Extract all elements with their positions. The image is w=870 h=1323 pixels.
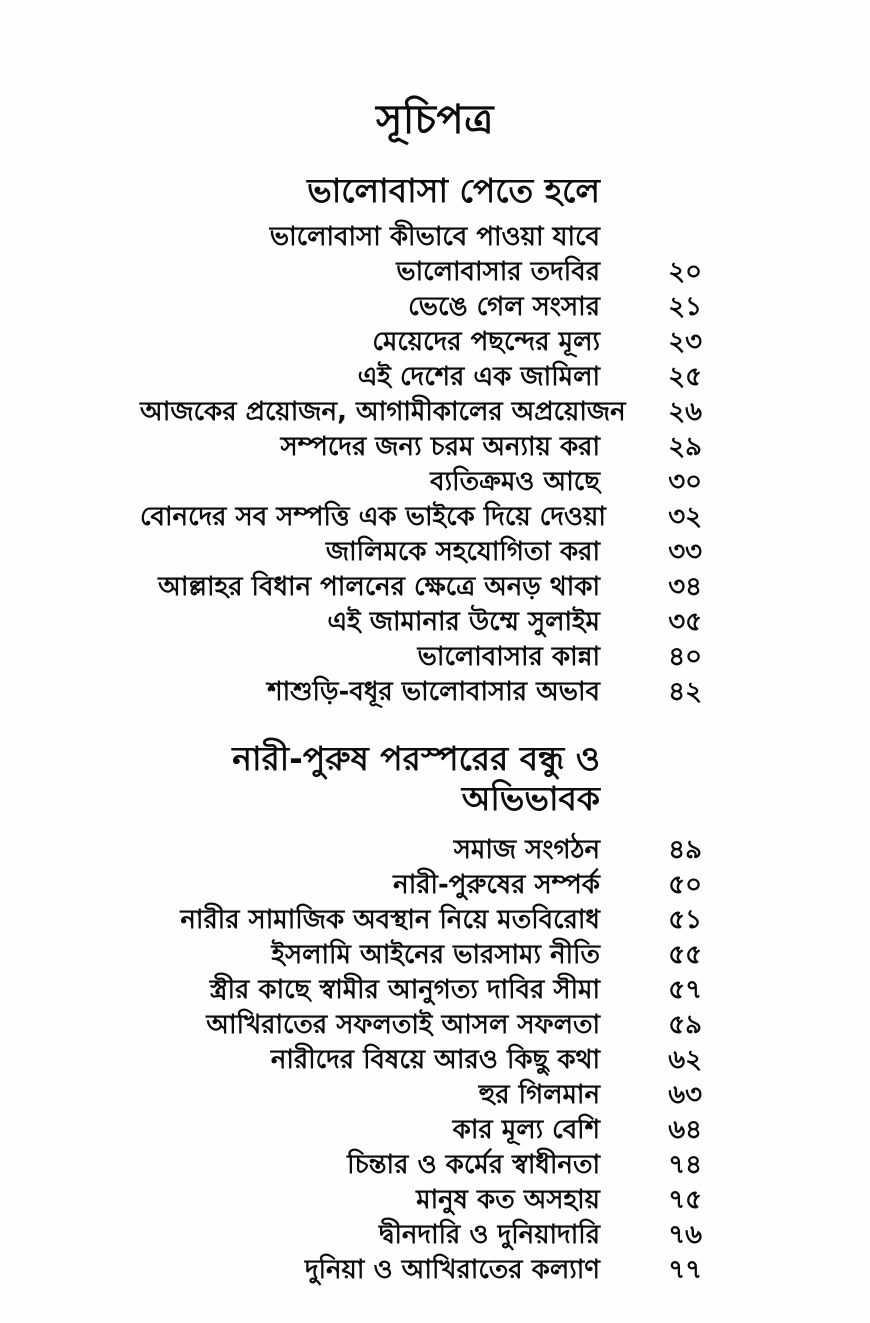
entry-page-number: ৫০ [668,870,702,900]
entry-page-number: ৪২ [668,677,702,707]
entry-page-number: ৩৩ [668,537,702,567]
entry-page-number: ৬৩ [668,1080,702,1110]
entry-title: সমাজ সংগঠন [453,835,600,865]
toc-entry-row [140,465,702,500]
toc-entry-row [140,220,702,255]
toc-entry-row [140,500,702,535]
entry-page-number: ৫৫ [668,940,702,970]
section-heading-2: নারী-পুরুষ পরস্পরের বন্ধু ও অভিভাবক [232,739,600,818]
entry-title: নারীদের বিষয়ে আরও কিছু কথা [270,1045,600,1075]
toc-column [140,171,702,1288]
entry-title: মেয়েদের পছন্দের মূল্য [372,327,600,357]
entry-page-number: ৭৬ [668,1220,702,1250]
entry-title: এই জামানার উম্মে সুলাইম [327,607,600,637]
entry-page-number: ৩৪ [668,572,702,602]
entry-page-number: ৫৯ [668,1010,702,1040]
entry-title: জালিমকে সহযোগিতা করা [325,537,600,567]
toc-entry-row [140,570,702,605]
toc-list-section-2 [140,833,702,1288]
entry-title: স্ত্রীর কাছে স্বামীর আনুগত্য দাবির সীমা [209,975,600,1005]
toc-entry-row [140,903,702,938]
toc-entry-row [140,868,702,903]
toc-entry-row [140,640,702,675]
toc-entry-row [140,973,702,1008]
entry-page-number: ৩০ [668,467,702,497]
toc-list-section-1 [140,220,702,710]
section-heading-1: ভালোবাসা পেতে হলে [307,171,600,210]
toc-entry-row [140,325,702,360]
entry-title: এই দেশের এক জামিলা [357,362,600,392]
entry-page-number: ৪৯ [668,835,702,865]
toc-entry-row [140,395,702,430]
toc-entry-row [140,535,702,570]
entry-page-number: ২৫ [668,362,702,392]
toc-entry-row [140,1043,702,1078]
entry-title: ভালোবাসা কীভাবে পাওয়া যাবে [269,222,600,252]
entry-page-number: ৭৭ [668,1255,702,1285]
toc-entry-row [140,1078,702,1113]
toc-entry-row [140,1113,702,1148]
entry-title: চিন্তার ও কর্মের স্বাধীনতা [347,1150,600,1180]
toc-entry-row [140,1008,702,1043]
entry-page-number: ২১ [668,292,702,322]
toc-entry-row [140,360,702,395]
entry-title: ভেঙে গেল সংসার [408,292,600,322]
entry-page-number: ৭৫ [668,1185,702,1215]
page-title: সূচিপত্র [376,97,494,143]
toc-entry-row [140,1148,702,1183]
entry-title: হুর গিলমান [478,1080,600,1110]
entry-page-number: ৭৪ [668,1150,702,1180]
toc-entry-row [140,1183,702,1218]
entry-title: মানুষ কত অসহায় [416,1185,600,1215]
entry-page-number: ২৯ [668,432,702,462]
entry-page-number: ৩২ [668,502,702,532]
entry-title: নারীর সামাজিক অবস্থান নিয়ে মতবিরোধ [180,905,600,935]
toc-entry-row [140,290,702,325]
toc-entry-row [140,1253,702,1288]
entry-page-number: ৬২ [668,1045,702,1075]
entry-title: আখিরাতের সফলতাই আসল সফলতা [206,1010,600,1040]
toc-entry-row [140,255,702,290]
entry-title: আল্লাহর বিধান পালনের ক্ষেত্রে অনড় থাকা [158,572,600,602]
entry-title: বোনদের সব সম্পত্তি এক ভাইকে দিয়ে দেওয়া [140,502,606,532]
entry-title: দুনিয়া ও আখিরাতের কল্যাণ [304,1255,600,1285]
entry-title: ভালোবাসার কান্না [417,642,600,672]
entry-page-number: ২৬ [668,397,702,427]
entry-page-number: ৩৫ [668,607,702,637]
entry-page-number: ২০ [668,257,702,287]
entry-title: ব্যতিক্রমও আছে [430,467,600,497]
toc-entry-row [140,675,702,710]
toc-entry-row [140,605,702,640]
entry-title: আজকের প্রয়োজন, আগামীকালের অপ্রয়োজন [140,397,626,427]
entry-page-number: ২৩ [668,327,702,357]
toc-entry-row [140,1218,702,1253]
entry-title: শাশুড়ি-বধূর ভালোবাসার অভাব [267,677,600,707]
toc-entry-row [140,430,702,465]
entry-page-number: ৬৪ [668,1115,702,1145]
entry-page-number: ৪০ [668,642,702,672]
entry-title: নারী-পুরুষের সম্পর্ক [393,870,600,900]
entry-title: ইসলামি আইনের ভারসাম্য নীতি [271,940,600,970]
toc-entry-row [140,938,702,973]
entry-title: কার মূল্য বেশি [452,1115,600,1145]
entry-title: ভালোবাসার তদবির [396,257,600,287]
entry-page-number: ৫৭ [668,975,702,1005]
toc-entry-row [140,833,702,868]
entry-page-number: ৫১ [668,905,702,935]
entry-title: সম্পদের জন্য চরম অন্যায় করা [280,432,600,462]
entry-title: দ্বীনদারি ও দুনিয়াদারি [379,1220,600,1250]
